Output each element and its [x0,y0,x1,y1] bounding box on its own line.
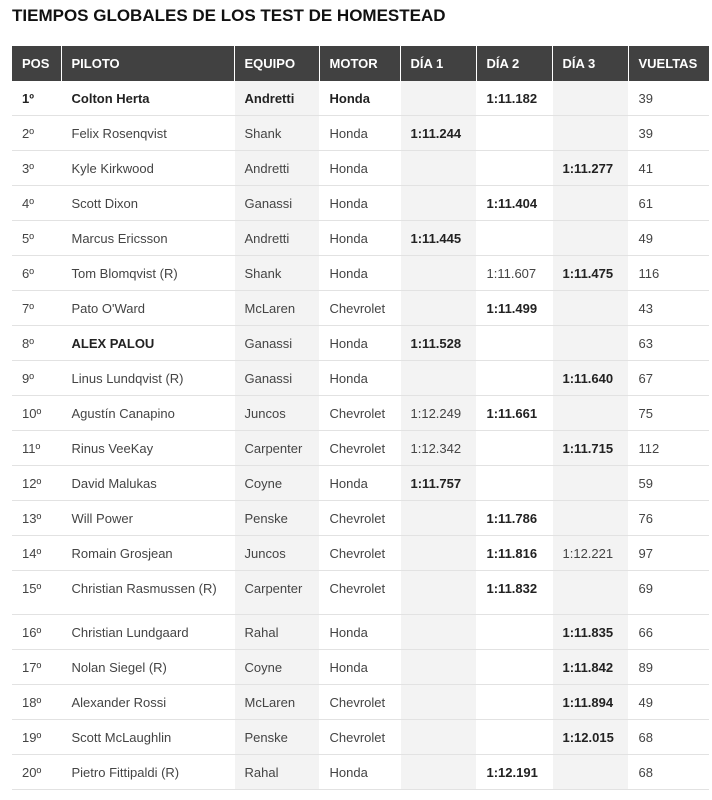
cell-dia3 [552,291,628,326]
cell-pos: 1º [12,81,61,116]
cell-dia2: 1:12.191 [476,755,552,790]
table-row [12,431,709,466]
cell-dia2 [476,361,552,396]
cell-dia1 [400,755,476,790]
cell-piloto: Pietro Fittipaldi (R) [61,755,234,790]
cell-pos: 18º [12,685,61,720]
cell-dia1 [400,151,476,186]
cell-motor: Chevrolet [319,685,400,720]
cell-dia2: 1:11.499 [476,291,552,326]
cell-dia3: 1:11.475 [552,256,628,291]
cell-equipo: Shank [234,116,319,151]
cell-dia3: 1:11.715 [552,431,628,466]
cell-pos: 10º [12,396,61,431]
cell-equipo: Juncos [234,396,319,431]
table-row [12,615,709,650]
cell-dia1: 1:11.757 [400,466,476,501]
cell-dia1 [400,361,476,396]
cell-equipo: Andretti [234,221,319,256]
cell-dia1: 1:12.342 [400,431,476,466]
table-row [12,720,709,755]
cell-vueltas: 75 [628,396,709,431]
cell-pos: 4º [12,186,61,221]
cell-dia2 [476,650,552,685]
cell-vueltas: 41 [628,151,709,186]
cell-dia3: 1:11.640 [552,361,628,396]
cell-motor: Honda [319,221,400,256]
cell-pos: 8º [12,326,61,361]
cell-piloto: Tom Blomqvist (R) [61,256,234,291]
table-row [12,536,709,571]
cell-piloto: Kyle Kirkwood [61,151,234,186]
cell-dia1 [400,291,476,326]
cell-equipo: Juncos [234,536,319,571]
cell-pos: 15º [12,571,61,615]
table-row [12,116,709,151]
cell-vueltas: 76 [628,501,709,536]
cell-dia1 [400,615,476,650]
cell-motor: Honda [319,650,400,685]
cell-pos: 13º [12,501,61,536]
cell-motor: Honda [319,186,400,221]
cell-dia1: 1:11.528 [400,326,476,361]
cell-piloto: Scott Dixon [61,186,234,221]
cell-vueltas: 39 [628,81,709,116]
cell-dia1: 1:11.244 [400,116,476,151]
cell-equipo: Ganassi [234,186,319,221]
cell-dia1 [400,186,476,221]
cell-dia2 [476,151,552,186]
cell-dia3: 1:11.277 [552,151,628,186]
cell-dia3 [552,755,628,790]
table-row [12,326,709,361]
cell-pos: 2º [12,116,61,151]
cell-dia3 [552,326,628,361]
table-row [12,291,709,326]
cell-vueltas: 67 [628,361,709,396]
cell-vueltas: 63 [628,326,709,361]
cell-vueltas: 68 [628,755,709,790]
page-title: TIEMPOS GLOBALES DE LOS TEST DE HOMESTEAD [12,6,446,25]
cell-motor: Chevrolet [319,501,400,536]
cell-equipo: Andretti [234,151,319,186]
cell-motor: Chevrolet [319,720,400,755]
cell-dia2 [476,326,552,361]
cell-dia2 [476,221,552,256]
cell-piloto: Alexander Rossi [61,685,234,720]
cell-dia1 [400,256,476,291]
cell-pos: 14º [12,536,61,571]
cell-vueltas: 39 [628,116,709,151]
cell-piloto: Marcus Ericsson [61,221,234,256]
table-row [12,571,709,615]
cell-dia1 [400,81,476,116]
table-row [12,81,709,116]
cell-pos: 6º [12,256,61,291]
cell-vueltas: 59 [628,466,709,501]
cell-piloto: Romain Grosjean [61,536,234,571]
cell-dia3: 1:11.894 [552,685,628,720]
cell-equipo: Penske [234,720,319,755]
cell-vueltas: 61 [628,186,709,221]
cell-dia3 [552,221,628,256]
header-vueltas: VUELTAS [628,46,709,81]
cell-dia1 [400,720,476,755]
cell-equipo: McLaren [234,291,319,326]
cell-motor: Chevrolet [319,536,400,571]
cell-motor: Honda [319,615,400,650]
header-dia1: DÍA 1 [400,46,476,81]
table-row [12,650,709,685]
cell-motor: Honda [319,466,400,501]
cell-piloto: Christian Lundgaard [61,615,234,650]
cell-vueltas: 66 [628,615,709,650]
cell-motor: Chevrolet [319,291,400,326]
cell-dia1: 1:12.249 [400,396,476,431]
cell-dia1: 1:11.445 [400,221,476,256]
header-dia2: DÍA 2 [476,46,552,81]
cell-piloto: Christian Rasmussen (R) [61,571,234,615]
cell-pos: 19º [12,720,61,755]
header-row [12,46,709,81]
cell-equipo: McLaren [234,685,319,720]
cell-piloto: Agustín Canapino [61,396,234,431]
cell-dia2: 1:11.404 [476,186,552,221]
cell-dia3 [552,396,628,431]
cell-pos: 3º [12,151,61,186]
cell-dia3 [552,466,628,501]
cell-dia3 [552,116,628,151]
table-row [12,256,709,291]
cell-dia1 [400,685,476,720]
table-row [12,466,709,501]
cell-dia2: 1:11.661 [476,396,552,431]
cell-dia3 [552,186,628,221]
header-dia3: DÍA 3 [552,46,628,81]
cell-vueltas: 69 [628,571,709,615]
header-motor: MOTOR [319,46,400,81]
cell-equipo: Ganassi [234,361,319,396]
cell-vueltas: 97 [628,536,709,571]
cell-dia3: 1:11.842 [552,650,628,685]
cell-equipo: Carpenter [234,571,319,615]
cell-equipo: Rahal [234,615,319,650]
cell-dia3 [552,571,628,615]
cell-equipo: Andretti [234,81,319,116]
table-row [12,151,709,186]
cell-piloto: Pato O'Ward [61,291,234,326]
cell-dia2: 1:11.182 [476,81,552,116]
cell-vueltas: 116 [628,256,709,291]
cell-dia1 [400,536,476,571]
cell-pos: 20º [12,755,61,790]
cell-piloto: Scott McLaughlin [61,720,234,755]
cell-motor: Chevrolet [319,396,400,431]
cell-dia2: 1:11.816 [476,536,552,571]
cell-vueltas: 89 [628,650,709,685]
cell-piloto: Rinus VeeKay [61,431,234,466]
cell-motor: Chevrolet [319,571,400,615]
cell-dia3: 1:12.015 [552,720,628,755]
cell-equipo: Coyne [234,650,319,685]
cell-dia2 [476,466,552,501]
cell-dia2 [476,116,552,151]
cell-piloto: ALEX PALOU [61,326,234,361]
cell-pos: 11º [12,431,61,466]
cell-vueltas: 112 [628,431,709,466]
header-piloto: PILOTO [61,46,234,81]
cell-equipo: Coyne [234,466,319,501]
header-equipo: EQUIPO [234,46,319,81]
cell-motor: Honda [319,81,400,116]
cell-pos: 9º [12,361,61,396]
cell-dia3: 1:11.835 [552,615,628,650]
cell-dia2 [476,431,552,466]
cell-motor: Chevrolet [319,431,400,466]
cell-pos: 7º [12,291,61,326]
table-row [12,501,709,536]
cell-dia2: 1:11.832 [476,571,552,615]
cell-equipo: Carpenter [234,431,319,466]
cell-vueltas: 49 [628,221,709,256]
cell-piloto: Nolan Siegel (R) [61,650,234,685]
cell-motor: Honda [319,755,400,790]
cell-dia2 [476,615,552,650]
cell-vueltas: 68 [628,720,709,755]
cell-piloto: David Malukas [61,466,234,501]
cell-equipo: Penske [234,501,319,536]
cell-dia1 [400,501,476,536]
cell-piloto: Linus Lundqvist (R) [61,361,234,396]
cell-motor: Honda [319,361,400,396]
cell-dia3: 1:12.221 [552,536,628,571]
cell-equipo: Rahal [234,755,319,790]
results-table [12,46,709,790]
cell-vueltas: 49 [628,685,709,720]
cell-pos: 16º [12,615,61,650]
cell-vueltas: 43 [628,291,709,326]
cell-equipo: Shank [234,256,319,291]
cell-dia2 [476,685,552,720]
cell-motor: Honda [319,151,400,186]
table-row [12,755,709,790]
cell-dia3 [552,81,628,116]
table-row [12,396,709,431]
cell-dia1 [400,650,476,685]
cell-pos: 12º [12,466,61,501]
cell-dia2: 1:11.786 [476,501,552,536]
cell-dia3 [552,501,628,536]
header-pos: POS [12,46,61,81]
table-row [12,361,709,396]
cell-dia2: 1:11.607 [476,256,552,291]
cell-motor: Honda [319,256,400,291]
cell-motor: Honda [319,326,400,361]
cell-dia1 [400,571,476,615]
cell-piloto: Felix Rosenqvist [61,116,234,151]
cell-equipo: Ganassi [234,326,319,361]
cell-dia2 [476,720,552,755]
cell-pos: 17º [12,650,61,685]
table-body [12,81,709,790]
cell-motor: Honda [319,116,400,151]
table-header [12,46,709,81]
cell-piloto: Will Power [61,501,234,536]
cell-pos: 5º [12,221,61,256]
table-row [12,685,709,720]
table-row [12,221,709,256]
results-table-container [12,46,709,790]
table-row [12,186,709,221]
cell-piloto: Colton Herta [61,81,234,116]
